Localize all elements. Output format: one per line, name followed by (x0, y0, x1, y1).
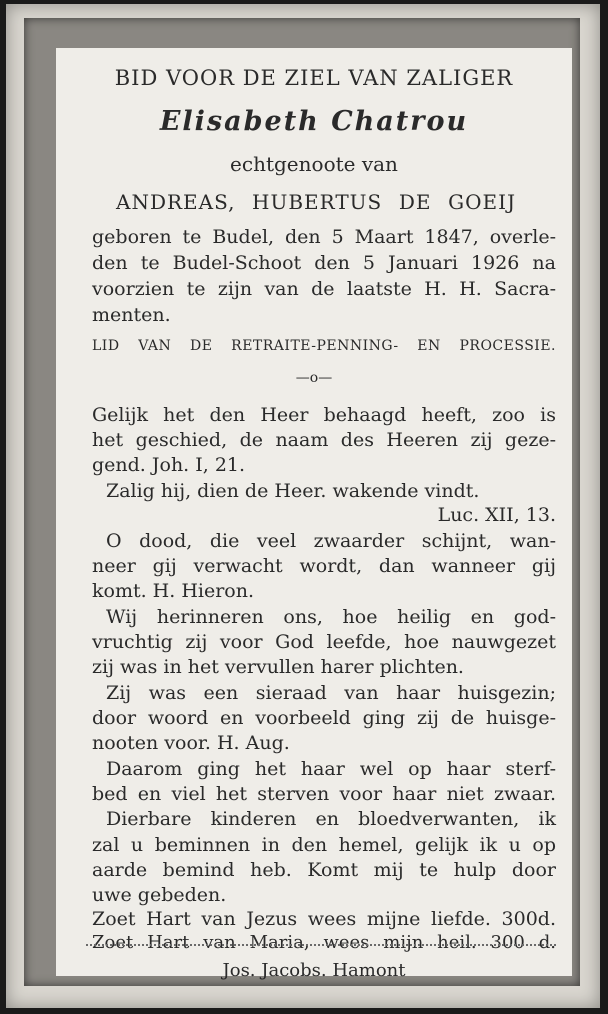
bio-line: voorzien te zijn van de laatste H. H. Sacra- (92, 278, 556, 300)
card-title: BID VOOR DE ZIEL VAN ZALIGER (114, 66, 514, 90)
indulgence-line: Zoet Hart van Maria, wees mijn heil. 300 d. (92, 932, 556, 953)
verse-line: O dood, die veel zwaarder schijnt, wan- (106, 530, 556, 552)
bio-line: menten. (92, 304, 171, 326)
verse-line: bed en viel het sterven voor haar niet zwaar. (92, 783, 556, 805)
dotted-rule (86, 944, 556, 946)
deceased-name: Elisabeth Chatrou (159, 106, 469, 137)
verse-line: vruchtig zij voor God leefde, hoe nauwgezet (92, 631, 556, 653)
printer-imprint: Jos. Jacobs. Hamont (222, 960, 406, 981)
verse-line: zal u beminnen in den hemel, gelijk ik u op (92, 834, 556, 856)
verse-line: aarde bemind heb. Komt mij te hulp door (92, 859, 556, 881)
verse-line: Gelijk het den Heer behaagd heeft, zoo is (92, 404, 556, 426)
verse-line: Zij was een sieraad van haar huisgezin; (106, 682, 556, 704)
memorial-card (6, 4, 600, 1008)
verse-line: Wij herinneren ons, hoe heilig en god- (106, 606, 556, 628)
bio-line: den te Budel-Schoot den 5 Januari 1926 na (92, 252, 556, 274)
verse-line: Zalig hij, dien de Heer. wakende vindt. (106, 480, 480, 502)
verse-line: Dierbare kinderen en bloedverwanten, ik (106, 808, 556, 830)
bio-line: geboren te Budel, den 5 Maart 1847, overle- (92, 226, 556, 248)
verse-line: gend. Joh. I, 21. (92, 454, 246, 476)
verse-line: uwe gebeden. (92, 884, 227, 906)
verse-line: komt. H. Hieron. (92, 580, 255, 602)
verse-line: zij was in het vervullen harer plichten. (92, 656, 464, 678)
verse-line: neer gij verwacht wordt, dan wanneer gij (92, 555, 556, 577)
verse-line: nooten voor. H. Aug. (92, 732, 290, 754)
verse-line: Luc. XII, 13. (437, 504, 556, 526)
membership-line: LID VAN DE RETRAITE-PENNING- EN PROCESSIE. (92, 338, 556, 354)
verse-line: Daarom ging het haar wel op haar sterf- (106, 758, 556, 780)
verse-line: door woord en voorbeeld ging zij de huisge- (92, 707, 556, 729)
card-paper (56, 48, 572, 981)
indulgence-line: Zoet Hart van Jezus wees mijne liefde. 300d. (92, 908, 556, 930)
spouse-name: ANDREAS, HUBERTUS DE GOEIJ (116, 190, 516, 214)
spouse-label: echtgenoote van (230, 152, 398, 176)
separator: —o— (295, 370, 333, 386)
verse-line: het geschied, de naam des Heeren zij geze- (92, 429, 556, 451)
